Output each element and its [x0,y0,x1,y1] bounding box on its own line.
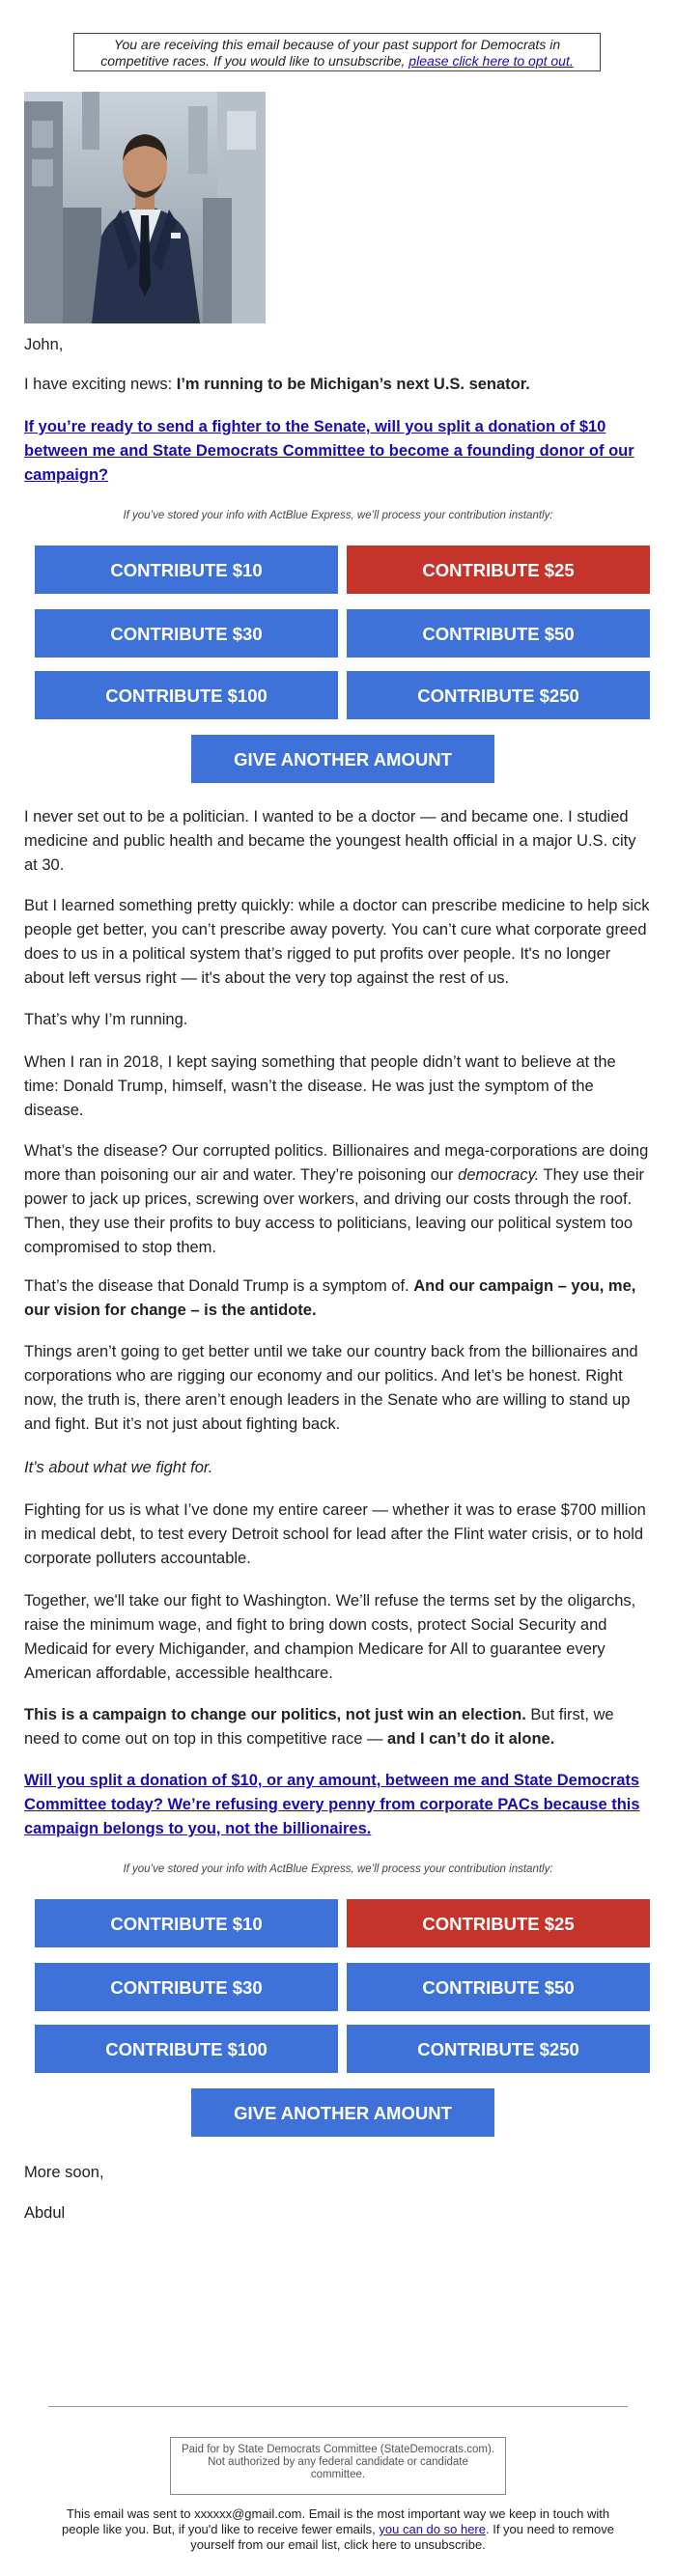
p8-emphasis: It’s about what we fight for. [24,1459,213,1476]
notice-text: You are receiving this email because of your past support for Democrats in competitive races. If you would like to unsubscribe, [100,37,561,69]
paragraph-7: Things aren’t going to get better until we take our country back from the billionaires and corporations who are rigging our economy and our politics. And let’s be honest. Right now, the truth is, there aren’t enough leaders in the Senate who are willing to stand up and fight. But it’s not just about fighting back. [24,1343,638,1433]
paragraph-2: But I learned something pretty quickly: while a doctor can prescribe medicine to help sick people get better, you can’t prescribe away poverty. You can’t cure what corporate greed does to us in a political system that’s rigged to put profits over people. It's no longer about left versus right — it's about the very top against the rest of us. [24,897,650,987]
p5-emphasis: democracy. [458,1166,540,1184]
exciting-news [24,373,652,397]
ask-paragraph-2 [24,1769,652,1841]
exciting-bold: I’m running to be Michigan’s next U.S. senator. [176,376,530,393]
contribute-25-button[interactable]: CONTRIBUTE $25 [346,545,651,595]
greeting [24,333,652,357]
greeting-text: John, [24,336,64,353]
exciting-prefix: I have exciting news: [24,376,177,393]
donate-ask-link-1[interactable]: If you’re ready to send a fighter to the Senate, will you split a donation of $10 between me and State Democrats Committee to become a founding donor of our campaign? [24,418,634,484]
paragraph-3: That’s why I’m running. [24,1011,188,1028]
p6-start: That’s the disease that Donald Trump is a symptom of. [24,1277,414,1295]
candidate-photo [24,92,266,323]
contribute-250-button[interactable]: CONTRIBUTE $250 [346,670,651,720]
p6-bold: And our campaign – you, me, our vision for change – is the antidote. [24,1277,636,1319]
fewer-emails-link[interactable]: you can do so here [379,2522,486,2536]
unsubscribe-notice [73,33,601,71]
contribute-30-button[interactable]: CONTRIBUTE $30 [34,608,339,658]
p5-start: What’s the disease? Our corrupted politics. Billionaires and mega-corporations are doing more than poisoning our air and water. They’re poisoning our [24,1142,649,1184]
p11-bold-1: This is a campaign to change our politics, not just win an election. [24,1706,526,1723]
exciting-news-text [24,373,652,397]
signoff: More soon, [24,2164,104,2181]
footer-divider [48,2406,628,2407]
paragraph-10: Together, we'll take our fight to Washington. We’ll refuse the terms set by the oligarchs, raise the minimum wage, and fight to bring down costs, protect Social Security and Medicaid for every Michigander, and champion Medicare for All to guarantee every American affordable, accessible healthcare. [24,1592,636,1682]
paragraph-5 [24,1139,652,1260]
footer-sent-prefix: This email was sent to [66,2506,195,2521]
paragraph-6 [24,1274,652,1323]
contribute-250-button[interactable]: CONTRIBUTE $250 [346,2024,651,2074]
footer-email: xxxxxx@gmail.com [194,2506,302,2521]
contribute-100-button[interactable]: CONTRIBUTE $100 [34,670,339,720]
paragraph-4: When I ran in 2018, I kept saying something that people didn’t want to believe at the time: Donald Trump, himself, wasn’t the disease. He was just the symptom of the disease. [24,1053,616,1119]
donate-ask-link-2[interactable]: Will you split a donation of $10, or any amount, between me and State Democrats Committee today? We’re refusing every penny from corporate PACs because this campaign belongs to you, not the billionaires. [24,1772,640,1837]
contribute-25-button[interactable]: CONTRIBUTE $25 [346,1898,651,1948]
paragraph-1: I never set out to be a politician. I wanted to be a doctor — and became one. I studied medicine and public health and became the youngest health official in a major U.S. city at 30. [24,808,636,874]
p11-bold-2: and I can’t do it alone. [387,1730,555,1748]
paragraph-8 [24,1456,652,1480]
give-another-amount-button[interactable]: GIVE ANOTHER AMOUNT [190,734,495,784]
opt-out-link[interactable]: please click here to opt out. [408,53,574,69]
give-another-amount-button[interactable]: GIVE ANOTHER AMOUNT [190,2087,495,2138]
paragraph-11 [24,1703,652,1751]
signature: Abdul [24,2204,66,2222]
instant-note-1: If you’ve stored your info with ActBlue Express, we’ll process your contribution instantly: [123,510,553,521]
instant-note-2: If you’ve stored your info with ActBlue Express, we’ll process your contribution instantly: [123,1863,553,1875]
ask-paragraph-1 [24,415,652,488]
contribute-30-button[interactable]: CONTRIBUTE $30 [34,1962,339,2012]
contribute-100-button[interactable]: CONTRIBUTE $100 [34,2024,339,2074]
footer-sent-suffix: . If you need to remove yourself from our email list, click here to unsubscribe. [190,2522,614,2552]
p11-middle: But first, we need to come out on top in this competitive race — [24,1706,614,1748]
footer-sent-mid: . Email is the most important way we keep in touch with people like you. But, if you'd like to receive fewer emails, [62,2506,610,2536]
contribute-10-button[interactable]: CONTRIBUTE $10 [34,1898,339,1948]
contribute-50-button[interactable]: CONTRIBUTE $50 [346,1962,651,2012]
contribute-50-button[interactable]: CONTRIBUTE $50 [346,608,651,658]
footer-text [48,2506,628,2553]
p5-end: They use their power to jack up prices, screwing over workers, and driving our costs through the roof. Then, they use their profits to buy access to politicians, leaving our political system too compromised to stop them. [24,1166,645,1256]
paid-for-disclaimer: Paid for by State Democrats Committee (StateDemocrats.com). Not authorized by any federal candidate or candidate committee. [170,2437,506,2495]
paragraph-9: Fighting for us is what I’ve done my entire career — whether it was to erase $700 million in medical debt, to test every Detroit school for lead after the Flint water crisis, or to hold corporate polluters accountable. [24,1501,646,1567]
contribute-10-button[interactable]: CONTRIBUTE $10 [34,545,339,595]
